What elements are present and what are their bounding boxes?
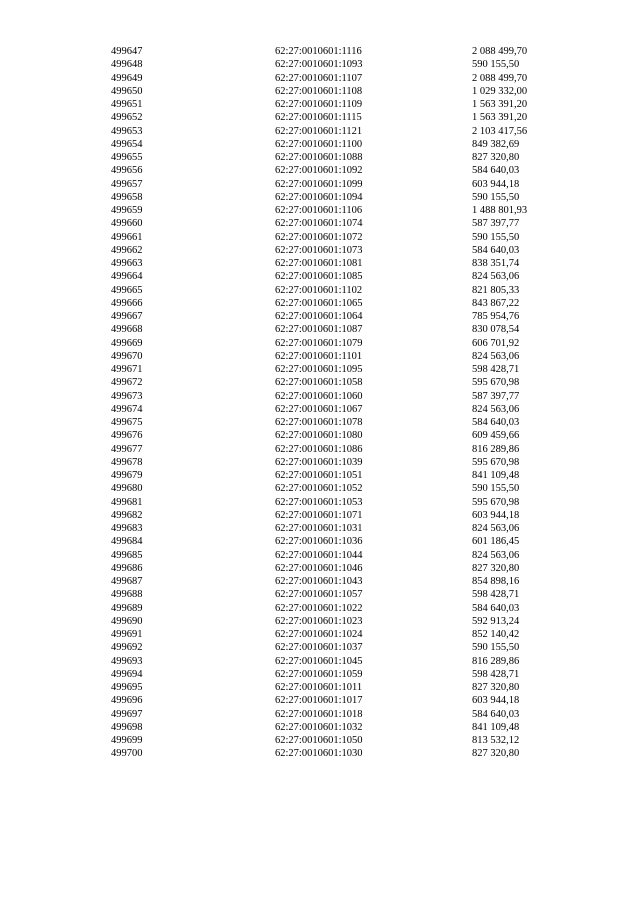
cadastral-value: 2 088 499,70	[472, 72, 528, 84]
cadastral-number: 62:27:0010601:1057	[275, 589, 363, 601]
record-number: 499693	[111, 655, 143, 667]
cadastral-number: 62:27:0010601:1045	[275, 655, 363, 667]
cadastral-value: 816 289,86	[472, 655, 520, 667]
cadastral-value: 584 640,03	[472, 244, 520, 256]
cadastral-number: 62:27:0010601:1039	[275, 456, 363, 468]
table-row	[0, 482, 640, 495]
table-row	[0, 138, 640, 151]
cadastral-value: 816 289,86	[472, 443, 520, 455]
cadastral-value: 587 397,77	[472, 390, 520, 402]
cadastral-number: 62:27:0010601:1023	[275, 615, 363, 627]
record-number: 499654	[111, 138, 143, 150]
record-number: 499661	[111, 231, 143, 243]
cadastral-value: 843 867,22	[472, 297, 520, 309]
table-row	[0, 694, 640, 707]
cadastral-value: 590 155,50	[472, 642, 520, 654]
record-number: 499664	[111, 271, 143, 283]
cadastral-value: 849 382,69	[472, 138, 520, 150]
record-number: 499684	[111, 536, 143, 548]
cadastral-value: 598 428,71	[472, 668, 520, 680]
record-number: 499656	[111, 165, 143, 177]
cadastral-value: 2 088 499,70	[472, 46, 528, 57]
cadastral-number: 62:27:0010601:1073	[275, 244, 363, 256]
record-number: 499681	[111, 496, 143, 508]
record-number: 499653	[111, 125, 143, 137]
table-row	[0, 231, 640, 244]
cadastral-number: 62:27:0010601:1092	[275, 165, 363, 177]
cadastral-value: 824 563,06	[472, 350, 520, 362]
record-number: 499689	[111, 602, 143, 614]
cadastral-value: 827 320,80	[472, 748, 520, 760]
cadastral-number: 62:27:0010601:1085	[275, 271, 363, 283]
cadastral-number: 62:27:0010601:1052	[275, 483, 363, 495]
table-row	[0, 562, 640, 575]
cadastral-value: 813 532,12	[472, 735, 520, 746]
record-number: 499672	[111, 377, 143, 389]
record-number: 499678	[111, 456, 143, 468]
record-number: 499677	[111, 443, 143, 455]
table-row	[0, 456, 640, 469]
table-row	[0, 164, 640, 177]
table-row	[0, 522, 640, 535]
table-row	[0, 284, 640, 297]
record-number: 499655	[111, 152, 143, 163]
cadastral-value: 827 320,80	[472, 682, 520, 693]
cadastral-number: 62:27:0010601:1106	[275, 205, 363, 216]
record-number: 499673	[111, 390, 143, 402]
table-row	[0, 270, 640, 283]
table-row	[0, 217, 640, 230]
record-number: 499663	[111, 258, 143, 269]
table-row	[0, 496, 640, 509]
record-number: 499666	[111, 297, 143, 309]
table-row	[0, 310, 640, 323]
table-row	[0, 111, 640, 124]
table-row	[0, 85, 640, 98]
table-row	[0, 721, 640, 734]
record-number: 499683	[111, 523, 143, 534]
cadastral-value: 598 428,71	[472, 589, 520, 601]
cadastral-number: 62:27:0010601:1058	[275, 377, 363, 389]
table-row	[0, 98, 640, 111]
table-row	[0, 125, 640, 138]
cadastral-value: 584 640,03	[472, 165, 520, 177]
record-number: 499682	[111, 509, 143, 521]
cadastral-value: 584 640,03	[472, 602, 520, 614]
record-number: 499652	[111, 112, 143, 124]
record-number: 499665	[111, 284, 143, 296]
record-number: 499650	[111, 85, 143, 97]
table-row	[0, 297, 640, 310]
cadastral-number: 62:27:0010601:1074	[275, 218, 363, 230]
cadastral-number: 62:27:0010601:1121	[275, 125, 363, 137]
cadastral-number: 62:27:0010601:1030	[275, 748, 363, 760]
record-number: 499687	[111, 576, 143, 587]
cadastral-number: 62:27:0010601:1044	[275, 549, 363, 561]
cadastral-value: 590 155,50	[472, 231, 520, 243]
cadastral-value: 841 109,48	[472, 470, 520, 481]
cadastral-value: 827 320,80	[472, 562, 520, 574]
cadastral-value: 595 670,98	[472, 377, 520, 389]
record-number: 499697	[111, 708, 143, 720]
cadastral-number: 62:27:0010601:1115	[275, 112, 362, 124]
cadastral-value: 838 351,74	[472, 258, 520, 269]
table-row	[0, 204, 640, 217]
table-row	[0, 602, 640, 615]
record-number: 499694	[111, 668, 143, 680]
cadastral-number: 62:27:0010601:1060	[275, 390, 363, 402]
cadastral-number: 62:27:0010601:1032	[275, 721, 363, 733]
table-row	[0, 549, 640, 562]
cadastral-number: 62:27:0010601:1095	[275, 364, 363, 375]
cadastral-value: 852 140,42	[472, 629, 520, 640]
cadastral-number: 62:27:0010601:1059	[275, 668, 363, 680]
cadastral-number: 62:27:0010601:1064	[275, 311, 363, 322]
cadastral-number: 62:27:0010601:1071	[275, 509, 363, 521]
record-number: 499651	[111, 99, 143, 110]
table-row	[0, 191, 640, 204]
table-row	[0, 376, 640, 389]
table-row	[0, 390, 640, 403]
cadastral-number: 62:27:0010601:1050	[275, 735, 363, 746]
table-row	[0, 443, 640, 456]
table-row	[0, 734, 640, 747]
record-number: 499674	[111, 403, 143, 415]
table-row	[0, 655, 640, 668]
cadastral-value: 824 563,06	[472, 523, 520, 534]
cadastral-number: 62:27:0010601:1036	[275, 536, 363, 548]
cadastral-number: 62:27:0010601:1116	[275, 46, 362, 57]
cadastral-value: 824 563,06	[472, 403, 520, 415]
cadastral-value: 785 954,76	[472, 311, 520, 322]
cadastral-value: 1 563 391,20	[472, 99, 528, 110]
cadastral-value: 601 186,45	[472, 536, 520, 548]
record-number: 499648	[111, 59, 143, 71]
record-number: 499692	[111, 642, 143, 654]
cadastral-value: 584 640,03	[472, 417, 520, 428]
cadastral-value: 595 670,98	[472, 496, 520, 508]
cadastral-value: 830 078,54	[472, 324, 520, 336]
cadastral-value: 854 898,16	[472, 576, 520, 587]
cadastral-value: 603 944,18	[472, 178, 520, 190]
table-row	[0, 244, 640, 257]
record-number: 499647	[111, 46, 143, 57]
table-row	[0, 588, 640, 601]
record-number: 499699	[111, 735, 143, 746]
cadastral-number: 62:27:0010601:1102	[275, 284, 363, 296]
table-row	[0, 363, 640, 376]
cadastral-number: 62:27:0010601:1011	[275, 682, 363, 693]
cadastral-number: 62:27:0010601:1053	[275, 496, 363, 508]
cadastral-value: 821 805,33	[472, 284, 520, 296]
table-row	[0, 615, 640, 628]
cadastral-value: 603 944,18	[472, 509, 520, 521]
table-row	[0, 45, 640, 58]
record-number: 499669	[111, 337, 143, 349]
table-row	[0, 469, 640, 482]
record-number: 499679	[111, 470, 143, 481]
cadastral-number: 62:27:0010601:1067	[275, 403, 363, 415]
record-number: 499676	[111, 430, 143, 442]
table-row	[0, 58, 640, 71]
cadastral-value: 584 640,03	[472, 708, 520, 720]
record-number: 499695	[111, 682, 143, 693]
record-number: 499658	[111, 191, 143, 203]
table-row	[0, 350, 640, 363]
table-row	[0, 337, 640, 350]
cadastral-value: 1 563 391,20	[472, 112, 528, 124]
cadastral-value: 590 155,50	[472, 191, 520, 203]
table-row	[0, 708, 640, 721]
table-row	[0, 535, 640, 548]
cadastral-value: 824 563,06	[472, 271, 520, 283]
cadastral-number: 62:27:0010601:1079	[275, 337, 363, 349]
cadastral-number: 62:27:0010601:1017	[275, 695, 363, 707]
cadastral-number: 62:27:0010601:1087	[275, 324, 363, 336]
cadastral-value: 590 155,50	[472, 483, 520, 495]
cadastral-number: 62:27:0010601:1108	[275, 85, 363, 97]
table-row	[0, 429, 640, 442]
cadastral-number: 62:27:0010601:1078	[275, 417, 363, 428]
cadastral-number: 62:27:0010601:1072	[275, 231, 363, 243]
record-number: 499700	[111, 748, 143, 760]
table-row	[0, 403, 640, 416]
table-row	[0, 747, 640, 760]
table-row	[0, 416, 640, 429]
cadastral-value: 587 397,77	[472, 218, 520, 230]
cadastral-value: 824 563,06	[472, 549, 520, 561]
record-number: 499690	[111, 615, 143, 627]
record-number: 499691	[111, 629, 143, 640]
cadastral-number: 62:27:0010601:1043	[275, 576, 363, 587]
record-number: 499688	[111, 589, 143, 601]
cadastral-number: 62:27:0010601:1024	[275, 629, 363, 640]
record-number: 499671	[111, 364, 143, 375]
cadastral-number: 62:27:0010601:1018	[275, 708, 363, 720]
cadastral-number: 62:27:0010601:1046	[275, 562, 363, 574]
record-number: 499685	[111, 549, 143, 561]
cadastral-value: 2 103 417,56	[472, 125, 528, 137]
cadastral-number: 62:27:0010601:1094	[275, 191, 363, 203]
record-number: 499680	[111, 483, 143, 495]
cadastral-value: 592 913,24	[472, 615, 520, 627]
table-row	[0, 509, 640, 522]
record-number: 499698	[111, 721, 143, 733]
cadastral-value: 1 488 801,93	[472, 205, 528, 216]
cadastral-number: 62:27:0010601:1031	[275, 523, 363, 534]
cadastral-value: 827 320,80	[472, 152, 520, 163]
record-number: 499670	[111, 350, 143, 362]
cadastral-number: 62:27:0010601:1101	[275, 350, 363, 362]
cadastral-value: 1 029 332,00	[472, 85, 528, 97]
cadastral-number: 62:27:0010601:1088	[275, 152, 363, 163]
cadastral-value: 606 701,92	[472, 337, 520, 349]
table-row	[0, 178, 640, 191]
cadastral-number: 62:27:0010601:1100	[275, 138, 363, 150]
record-number: 499662	[111, 244, 143, 256]
cadastral-number: 62:27:0010601:1093	[275, 59, 363, 71]
record-number: 499668	[111, 324, 143, 336]
table-row	[0, 628, 640, 641]
cadastral-number: 62:27:0010601:1109	[275, 99, 363, 110]
table-row	[0, 72, 640, 85]
cadastral-number: 62:27:0010601:1086	[275, 443, 363, 455]
cadastral-number: 62:27:0010601:1107	[275, 72, 363, 84]
cadastral-number: 62:27:0010601:1099	[275, 178, 363, 190]
cadastral-number: 62:27:0010601:1065	[275, 297, 363, 309]
cadastral-value: 590 155,50	[472, 59, 520, 71]
record-number: 499667	[111, 311, 143, 322]
cadastral-value: 595 670,98	[472, 456, 520, 468]
record-number: 499660	[111, 218, 143, 230]
record-number: 499675	[111, 417, 143, 428]
record-number: 499659	[111, 205, 143, 216]
cadastral-value: 603 944,18	[472, 695, 520, 707]
cadastral-number: 62:27:0010601:1022	[275, 602, 363, 614]
table-row	[0, 641, 640, 654]
registry-table	[0, 45, 640, 761]
table-row	[0, 323, 640, 336]
cadastral-number: 62:27:0010601:1081	[275, 258, 363, 269]
table-row	[0, 151, 640, 164]
table-row	[0, 668, 640, 681]
cadastral-value: 609 459,66	[472, 430, 520, 442]
record-number: 499696	[111, 695, 143, 707]
cadastral-value: 841 109,48	[472, 721, 520, 733]
cadastral-number: 62:27:0010601:1080	[275, 430, 363, 442]
cadastral-number: 62:27:0010601:1051	[275, 470, 363, 481]
table-row	[0, 681, 640, 694]
record-number: 499657	[111, 178, 143, 190]
record-number: 499649	[111, 72, 143, 84]
cadastral-number: 62:27:0010601:1037	[275, 642, 363, 654]
record-number: 499686	[111, 562, 143, 574]
table-row	[0, 575, 640, 588]
table-row	[0, 257, 640, 270]
cadastral-value: 598 428,71	[472, 364, 520, 375]
